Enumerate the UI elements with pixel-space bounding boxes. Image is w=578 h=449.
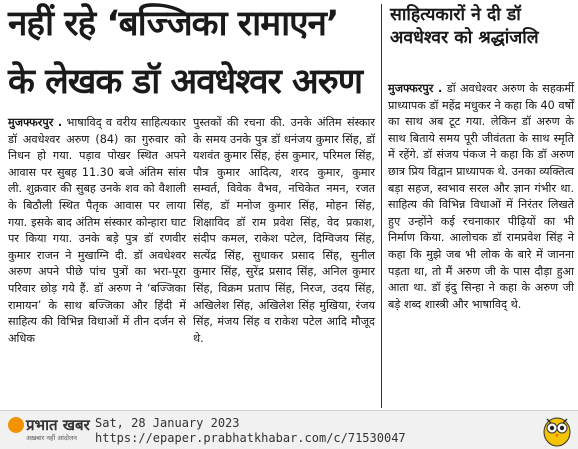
side-body-text: डॉ अवधेश्वर अरुण के सहकर्मी प्राध्यापक डॉ महेंद्र मधुकर ने कहा कि 40 वर्षों का साथ अब टूट गया. लेकिन डॉ अरुण के साथ बिताये समय पूरी जीवंतता के साथ स्मृति में रहेंगे. डॉ संजय पंकज ने कहा कि डॉ अरुण छात्र प्रिय विद्वान प्राध्यापक थे. उनका व्यक्तित्व बड़ा सहज, स्वभाव सरल और ज्ञान गंभीर था. साहित्य की विभिन्न विधाओं में निरंतर लिखते हुए उन्होंने कई रचनाकार पीढ़ियों का भी निर्माण किया. आलोचक डॉ रामप्रवेश सिंह ने कहा कि मुझे जब भी लोक के बारे में जानना पड़ता था, तो मैं अरुण जी के पास दौड़ा हुआ आता था. डॉ इंदु सिन्हा ने कहा के अरुण जी बड़े शब्द शास्त्री और भाषाविद् थे. <box>388 82 574 311</box>
side-headline: साहित्यकारों ने दी डॉ अवधेश्वर को श्रद्धांजलि <box>390 5 539 48</box>
owl-icon <box>540 413 574 447</box>
article-column-2: पुस्तकों की रचना की. उनके अंतिम संस्कार के समय उनके पुत्र डॉ धनंजय कुमार सिंह, डॉ यशवंत कुमार सिंह, हंस कुमार, परिमल सिंह, पौत्र कुमार आदित्य, शरद कुमार, कुमार सम्वर्त, विवेक वैभव, नचिकेत नमन, रजत सिंह, डॉ मनोज कुमार सिंह, मोहन सिंह, शिक्षाविद डॉ राम प्रवेश सिंह, वेद प्रकाश, संदीप कमल, राकेश पटेल, दिग्विजय सिंह, सत्येंद्र सिंह, सुधाकर प्रसाद सिंह, सुनील कुमार सिंह, सुरेंद्र प्रसाद सिंह, अनिल कुमार सिंह, विक्रम प्रताप सिंह, निरज, उदय सिंह, अखिलेश सिंह, अखिलेश सिंह मुखिया, रंजय सिंह, मंजय सिंह व राकेश पटेल आदि मौजूद थे. <box>193 116 375 345</box>
edition-date: Sat, 28 January 2023 <box>95 416 240 430</box>
side-article-body <box>388 81 574 313</box>
footer-bar <box>0 410 578 449</box>
dateline: मुजफ्फरपुर . <box>8 116 63 129</box>
logo-tagline: अख़बार नहीं आंदोलन <box>26 434 78 442</box>
sun-logo-icon <box>8 417 24 433</box>
article-column-1 <box>8 115 186 347</box>
prabhat-khabar-logo[interactable] <box>8 417 90 445</box>
epaper-url[interactable]: https://epaper.prabhatkhabar.com/c/71530047 <box>95 431 406 445</box>
column-divider <box>381 4 382 408</box>
logo-text: प्रभात खबर <box>26 416 90 434</box>
headline-line-2: के लेखक डॉ अवधेश्वर अरुण <box>8 62 363 102</box>
side-dateline: मुजफ्फरपुर . <box>388 82 443 95</box>
column-1-text: भाषाविद् व वरीय साहित्यकार डॉ अवधेश्वर अरुण (84) का गुरुवार को निधन हो गया. पड़ाव पोखर स्थित अपने आवास पर सुबह 11.30 बजे अंतिम सांस ली. शुक्रवार की सुबह उनके शव को वैशाली के बिठौली स्थित पैतृक आवास पर लाया गया. इसके बाद अंतिम संस्कार कोन्हारा घाट पर किया गया. उनके बड़े पुत्र डॉ रणवीर कुमार राजन ने मुखाग्नि दी. डॉ अवधेश्वर अरुण अपने पीछे पांच पुत्रों का भरा-पूरा परिवार छोड़ गये हैं. डॉ अरुण ने ‘बज्जिका रामायन’ के साथ बज्जिका और हिंदी में साहित्य की विभिन्न विधाओं में तीन दर्जन से अधिक <box>8 116 186 345</box>
headline-line-1: नहीं रहे ‘बज्जिका रामाएन’ <box>8 4 339 44</box>
